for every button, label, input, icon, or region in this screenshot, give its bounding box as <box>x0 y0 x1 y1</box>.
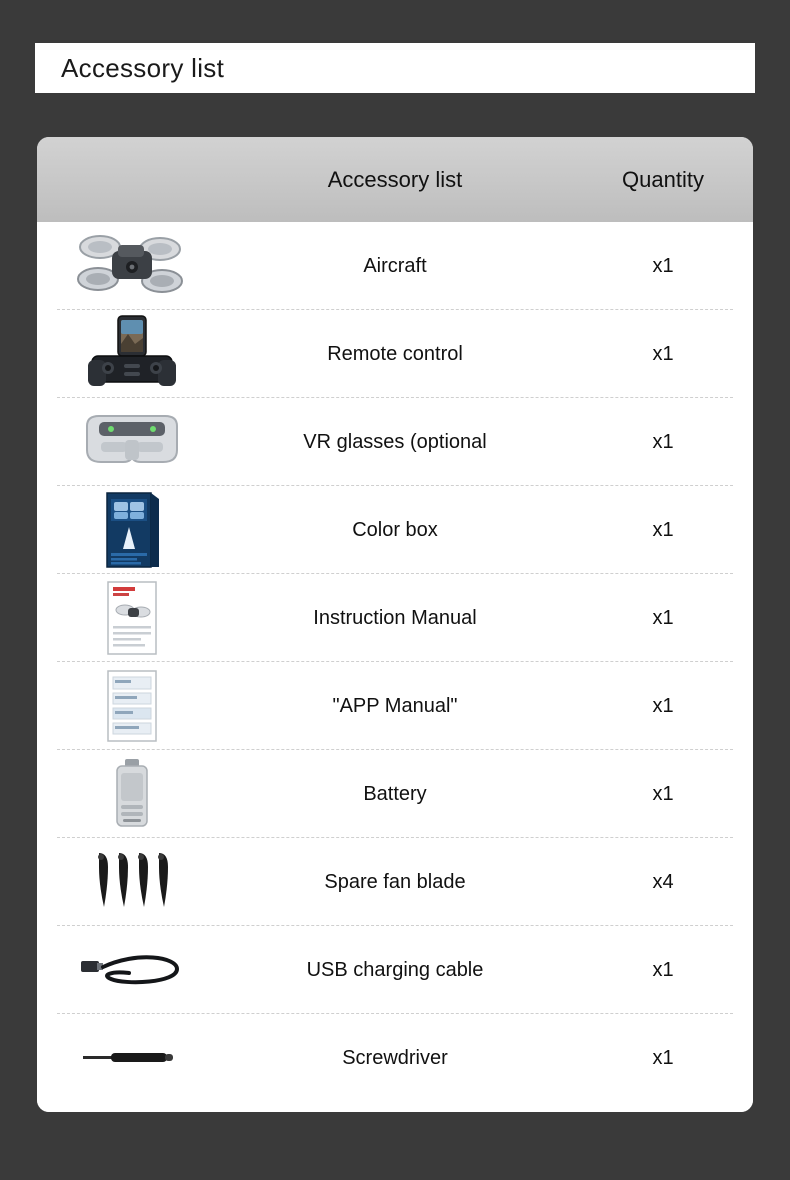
row-quantity: x1 <box>652 254 674 277</box>
color-box-icon <box>101 491 163 569</box>
instruction-manual-icon <box>103 580 161 656</box>
row-thumbnail <box>37 398 227 486</box>
row-quantity: x1 <box>652 518 674 541</box>
page-title: Accessory list <box>61 52 225 83</box>
row-quantity: x4 <box>652 870 674 893</box>
table-header-quantity: Quantity <box>622 166 704 192</box>
row-thumbnail <box>37 838 227 926</box>
row-name: VR glasses (optional <box>303 430 487 453</box>
row-name: Battery <box>363 782 427 805</box>
row-quantity: x1 <box>652 694 674 717</box>
row-name: Aircraft <box>363 254 427 277</box>
table-row <box>37 662 753 750</box>
row-thumbnail <box>37 1014 227 1102</box>
table-row <box>37 838 753 926</box>
battery-icon <box>109 757 155 831</box>
table-row <box>37 310 753 398</box>
screwdriver-icon <box>77 1047 187 1069</box>
vr-glasses-icon <box>77 410 187 474</box>
page-title-bar <box>35 43 755 93</box>
row-thumbnail <box>37 662 227 750</box>
table-row <box>37 750 753 838</box>
row-thumbnail <box>37 310 227 398</box>
row-quantity: x1 <box>652 958 674 981</box>
row-name: USB charging cable <box>306 958 484 981</box>
table-row <box>37 486 753 574</box>
row-thumbnail <box>37 574 227 662</box>
table-header <box>37 137 753 222</box>
row-name: Screwdriver <box>342 1046 448 1069</box>
row-quantity: x1 <box>652 430 674 453</box>
table-row <box>37 222 753 310</box>
row-quantity: x1 <box>652 1046 674 1069</box>
table-row <box>37 574 753 662</box>
app-manual-icon <box>103 669 161 743</box>
accessory-list-card <box>37 137 753 1112</box>
row-thumbnail <box>37 926 227 1014</box>
row-quantity: x1 <box>652 782 674 805</box>
row-name: Instruction Manual <box>313 606 477 629</box>
remote-control-icon <box>84 314 180 394</box>
table-row <box>37 1014 753 1102</box>
row-name: Color box <box>352 518 438 541</box>
row-thumbnail <box>37 222 227 310</box>
row-quantity: x1 <box>652 606 674 629</box>
table-row <box>37 398 753 486</box>
row-name: Remote control <box>327 342 463 365</box>
fan-blade-icon <box>89 849 175 915</box>
drone-icon <box>72 227 192 305</box>
card-footer-spacer <box>37 1102 753 1112</box>
row-quantity: x1 <box>652 342 674 365</box>
usb-cable-icon <box>77 945 187 995</box>
row-thumbnail <box>37 486 227 574</box>
row-name: "APP Manual" <box>332 694 458 717</box>
table-header-name: Accessory list <box>327 166 463 192</box>
row-name: Spare fan blade <box>324 870 466 893</box>
table-row <box>37 926 753 1014</box>
row-thumbnail <box>37 750 227 838</box>
table-body <box>37 222 753 1102</box>
